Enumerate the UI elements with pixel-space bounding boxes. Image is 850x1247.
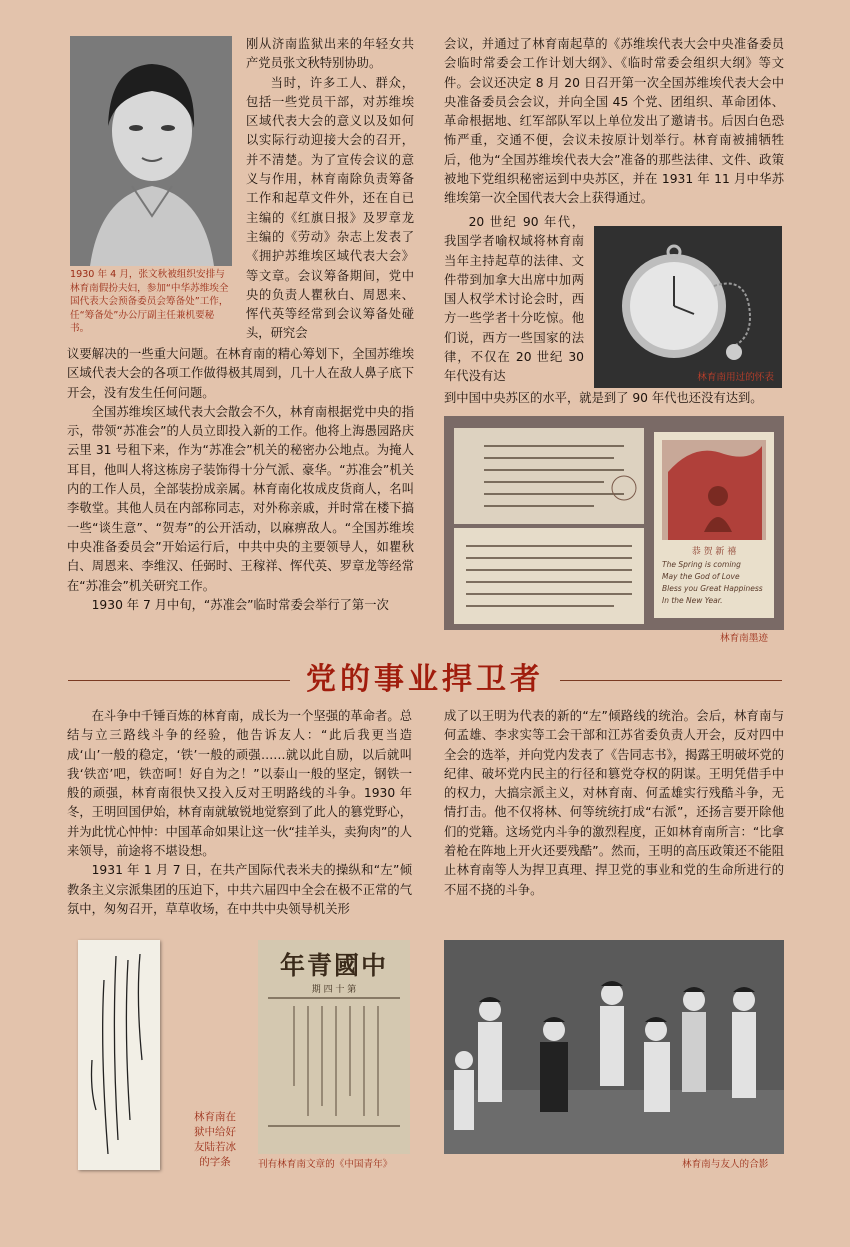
magazine-issue: 期 四 十 第 <box>311 985 357 995</box>
col1-full-para2: 全国苏维埃区域代表大会散会不久，林育南根据党中央的指示，带领“苏准会”的人员立即投入新的工作。他将上海愚园路庆云里 31 号租下来，作为“苏准会”机关的秘密办公地点。为掩人耳目，他叫人将这栋房子装饰得十分气派、豪华。“苏准会”机关内的工作人员，全部装扮成亲属。林育南化妆成皮货商人，名叫李敬堂。其他人员在内部称同志，对外称亲戚，并时常在楼下搞一些“谈生意”、“贺寿”的公开活动，以麻痹敌人。“全国苏维埃中央准备委员会”开始运行后，中共中央的主要领导人，如瞿秋白、周恩来、李维汉、任弼时、王稼祥、恽代英、罗章龙等经常在“苏准会”机关研究工作。 <box>67 404 414 593</box>
zhang-wenqiu-caption: 1930 年 4 月，张文秋被组织安排与林育南假扮夫妇，参加“中华苏维埃全国代表大会预备委员会筹备处”工作，任“筹备处”办公厅副主任兼机要秘书。 <box>70 269 229 334</box>
col1-top-para1: 刚从济南监狱出来的年轻女共产党员张文秋特别协助。 <box>246 37 414 71</box>
col2-narrow-text <box>444 213 584 387</box>
group-photo-caption: 林育南与友人的合影 <box>682 1159 769 1170</box>
bottom-col2-text <box>444 707 784 900</box>
magazine-title: 年青國中 <box>279 951 388 980</box>
col2-para1: 会议，并通过了林育南起草的《苏维埃代表大会中央准备委员会临时常委会工作计划大纲》、《临时常委会组织大纲》等文件。会议还决定 8 月 20 日召开第一次全国苏维埃代表大会中央准备委员会会议，并向全国 45 个党、团组织、革命团体、革命根据地、红军部队军以上单位发出了邀请书。后因白色恐怖严重，交通不便，会议未按原计划举行。林育南被捕牺牲后，他为“全国苏维埃代表大会”准备的那些法律、文件、政策被地下党组织秘密运到中央苏区，并在 1931 年 11 月中华苏维埃第一次全国代表大会上获得通过。 <box>444 37 784 206</box>
col2-para2-tail: 到中国中央苏区的水平，就是到了 90 年代也还没有达到。 <box>444 391 763 405</box>
bottom-col1-para1: 在斗争中千锤百炼的林育南，成长为一个坚强的革命者。总结与立三路线斗争的经验，他告诉友人：“此后我更当造成‘山’一般的稳定，‘铁’一般的顽强……就以此自励，以后就叫我‘铁峦’吧，铁峦呵！好自为之！”以泰山一般的坚定，钢铁一般的顽强，林育南很快又投入反对王明路线的斗争。1930 年冬，王明回国伊始，林育南就敏锐地觉察到了此人的篡党野心，并为此忧心忡忡：中国革命如果让这一伙“挂羊头，卖狗肉”的人来领导，前途将不堪设想。 <box>67 709 412 859</box>
col1-full-para1: 议要解决的一些重大问题。在林育南的精心筹划下，全国苏维埃区域代表大会的各项工作做得极其周到，几十人在敌人鼻子底下开会，没有发生任何问题。 <box>67 347 414 400</box>
china-youth-magazine <box>258 940 410 1154</box>
pocket-watch-photo <box>594 226 782 388</box>
handwriting-collage <box>444 416 784 630</box>
postcard-line4: In the New Year. <box>662 596 723 605</box>
postcard-line1: The Spring is coming <box>662 560 741 569</box>
postcard-line3: Bless you Great Happiness <box>662 584 763 593</box>
col2-top-text <box>444 35 784 209</box>
section-title-rule-left <box>68 680 290 681</box>
bottom-col2-para1: 成了以王明为代表的新的“左”倾路线的统治。会后，林育南与何孟雄、李求实等工会干部和江苏省委负责人开会，反对四中全会的选举，并向党内发表了《告同志书》，揭露王明破坏党的纪律、破坏党内民主的行径和篡党夺权的阴谋。王明凭借手中的权力，大搞宗派主义，对林育南、何孟雄实行残酷斗争，无情打击。他不仅将林、何等统统打成“右派”，还扬言要开除他们的党籍。这场党内斗争的激烈程度，正如林育南所言：“比拿着枪在阵地上开火还要残酷”。然而，王明的高压政策还不能阻止林育南等人为捍卫真理、捍卫党的事业和党的生命所进行的不屈不挠的斗争。 <box>444 709 784 897</box>
col2-para2-head: 20 世纪 90 年代，我国学者喻权域将林育南当年主持起草的法律、文件带到加拿大出席中加两国人权学术讨论会时，西方一些学者十分吃惊。他们说，西方一些国家的法律，不仅在 20 世纪 30 年代没有达 <box>444 215 584 384</box>
zhang-wenqiu-portrait <box>70 36 232 266</box>
prison-note-photo <box>78 940 160 1170</box>
col1-top-para2: 当时，许多工人、群众，包括一些党员干部，对苏维埃区域代表大会的意义以及如何以实际行动迎接大会的召开，并不清楚。为了宣传会议的意义与作用，林育南除负责筹备工作和起草文件外，还在自已主编的《红旗日报》及罗章龙主编的《劳动》杂志上发表了《拥护苏维埃区域代表大会》等文章。会议筹备期间，党中央的负责人瞿秋白、周恩来、恽代英等经常到会议筹备处碰头，研究会 <box>246 75 414 341</box>
postcard-title: 恭 贺 新 禧 <box>691 547 737 557</box>
postcard <box>654 432 774 618</box>
col1-full-para3: 1930 年 7 月中旬，“苏准会”临时常委会举行了第一次 <box>91 597 389 612</box>
watch-caption: 林育南用过的怀表 <box>697 371 774 383</box>
prison-note-caption: 林育南在狱中给好友陆若冰的字条 <box>194 1111 236 1168</box>
postcard-line2: May the God of Love <box>662 572 740 581</box>
bottom-col1-text <box>67 707 412 919</box>
col1-full-text <box>67 345 414 615</box>
group-photo <box>444 940 784 1154</box>
section-title-rule-right <box>560 680 782 681</box>
magazine-caption: 刊有林育南文章的《中国青年》 <box>258 1159 393 1170</box>
col1-top-text <box>246 35 414 344</box>
letters-caption: 林育南墨迹 <box>720 633 768 644</box>
bottom-col1-para2: 1931 年 1 月 7 日，在共产国际代表米夫的操纵和“左”倾教条主义宗派集团的压迫下，中共六届四中全会在极不正常的气氛中，匆匆召开，草草收场，在中共中央领导机关形 <box>67 863 412 916</box>
section-title: 党的事业捍卫者 <box>306 662 544 697</box>
